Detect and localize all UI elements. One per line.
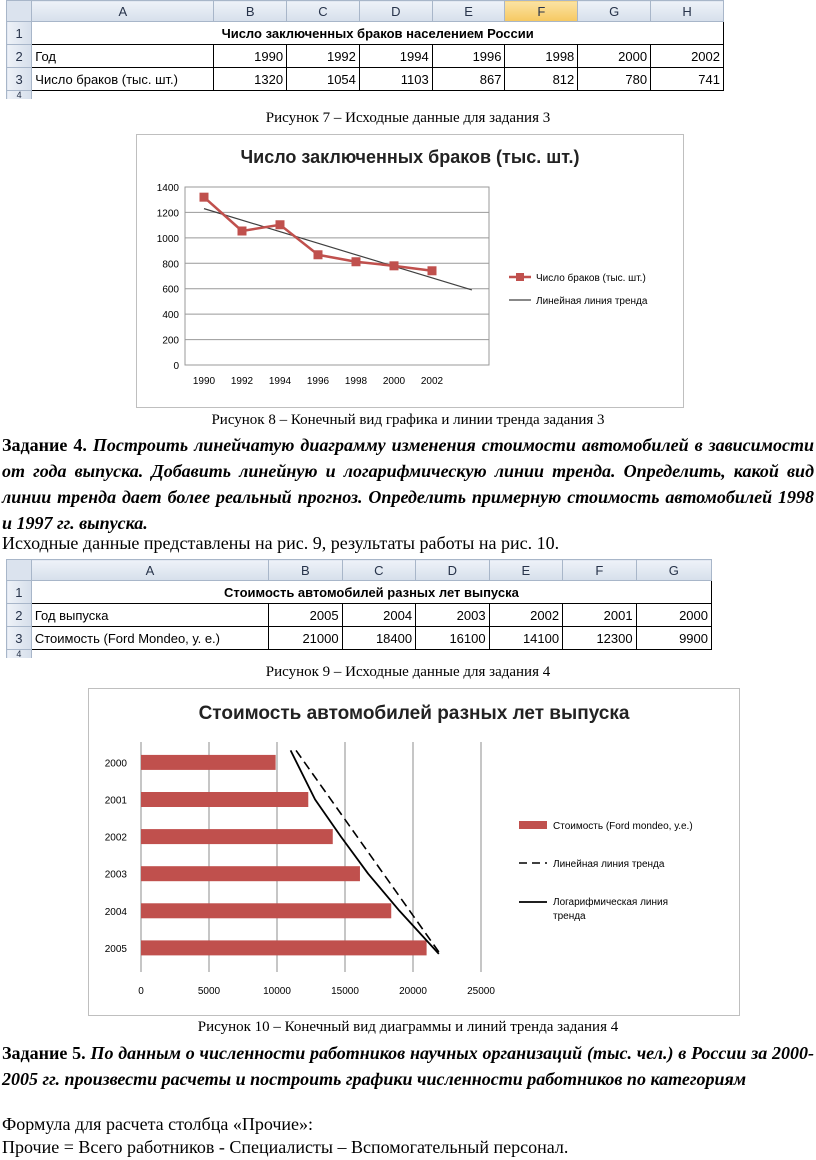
cell-year[interactable]: 2001 — [563, 604, 637, 627]
spreadsheet-car-prices — [6, 559, 712, 658]
y-tick-label: 1400 — [156, 183, 179, 194]
x-tick-label: 5000 — [197, 986, 221, 997]
col-header[interactable]: E — [432, 1, 505, 22]
empty-row — [31, 650, 711, 659]
cell-year[interactable]: 2000 — [578, 45, 651, 68]
cell-value[interactable]: 21000 — [269, 627, 343, 650]
col-header[interactable]: C — [287, 1, 360, 22]
col-header[interactable]: C — [342, 560, 416, 581]
row-number[interactable]: 2 — [7, 45, 32, 68]
cell-year[interactable]: 1998 — [505, 45, 578, 68]
row-number[interactable]: 4 — [7, 650, 32, 659]
cell-year[interactable]: 2005 — [269, 604, 343, 627]
y-tick-label: 600 — [162, 284, 179, 296]
cell-value[interactable]: 12300 — [563, 627, 637, 650]
linear-trend-line — [296, 750, 440, 953]
cell-value[interactable]: 812 — [505, 68, 578, 91]
cell-value[interactable]: 1054 — [287, 68, 360, 91]
cell-value[interactable]: 9900 — [636, 627, 711, 650]
task-5-label: Задание 5. — [2, 1043, 86, 1063]
linear-trend-line — [204, 209, 472, 290]
y-tick-label: 1200 — [156, 208, 179, 220]
x-tick-label: 1994 — [268, 376, 292, 387]
task-4-source: Исходные данные представлены на рис. 9, результаты работы на рис. 10. — [2, 533, 560, 553]
sheet-corner[interactable] — [7, 560, 32, 581]
data-point — [390, 261, 399, 270]
bar — [141, 792, 308, 807]
log-trend-line — [291, 750, 439, 953]
figure-caption-10: Рисунок 10 – Конечный вид диаграммы и линий тренда задания 4 — [197, 1019, 619, 1035]
spreadsheet-marriages — [6, 0, 724, 99]
cell-value[interactable]: 1320 — [214, 68, 287, 91]
sheet-corner[interactable] — [7, 1, 32, 22]
cell-value[interactable]: 18400 — [342, 627, 416, 650]
row-number[interactable]: 2 — [7, 604, 32, 627]
cell-value[interactable]: 741 — [651, 68, 724, 91]
legend-swatch-series — [519, 821, 547, 829]
cell-label[interactable]: Стоимость (Ford Mondeo, у. е.) — [31, 627, 268, 650]
bar — [141, 829, 333, 844]
x-tick-label: 1992 — [230, 376, 254, 387]
legend-label-log-cont: тренда — [553, 911, 586, 922]
task-5-paragraph — [2, 1040, 814, 1092]
x-tick-label: 10000 — [263, 986, 291, 997]
col-header[interactable]: B — [269, 560, 343, 581]
col-header[interactable]: E — [489, 560, 563, 581]
formula-text: Прочие = Всего работников - Специалисты – Вспомогательный персонал. — [2, 1137, 569, 1157]
x-tick-label: 2002 — [420, 376, 444, 387]
col-header[interactable]: G — [578, 1, 651, 22]
table-title-cell[interactable]: Число заключенных браков населением России — [32, 22, 724, 45]
col-header[interactable]: G — [636, 560, 711, 581]
cell-year[interactable]: 2003 — [416, 604, 490, 627]
y-tick-label: 2004 — [104, 906, 127, 918]
x-tick-label: 1996 — [306, 376, 330, 387]
chart-canvas — [89, 689, 739, 1015]
y-tick-label: 400 — [162, 310, 179, 322]
task-4-label: Задание 4. — [2, 435, 87, 455]
legend-label-trend: Линейная линия тренда — [536, 296, 648, 307]
x-tick-label: 20000 — [399, 986, 427, 997]
table-title-cell[interactable]: Стоимость автомобилей разных лет выпуска — [31, 581, 711, 604]
task-4-text: Построить линейчатую диаграмму изменения стоимости автомобилей в зависимости от года выпуска. Добавить линейную и логарифмическую линии тренда. Определить, какой вид линии тренда дает более реальный прогноз. Определить примерную стоимость автомобилей 1998 и 1997 гг. выпуска. — [2, 435, 815, 533]
x-tick-label: 25000 — [467, 986, 495, 997]
legend-label-series: Стоимость (Ford mondeo, у.е.) — [553, 821, 693, 832]
y-tick-label: 2001 — [104, 795, 127, 807]
cell-value[interactable]: 780 — [578, 68, 651, 91]
row-number[interactable]: 3 — [7, 627, 32, 650]
bar — [141, 903, 391, 918]
legend-label-log: Логарифмическая линия — [553, 897, 669, 908]
cell-year[interactable]: 1990 — [214, 45, 287, 68]
data-point — [200, 193, 209, 202]
x-tick-label: 1990 — [192, 376, 216, 387]
data-point — [238, 226, 247, 235]
cell-year[interactable]: 1994 — [359, 45, 432, 68]
legend-marker-series — [516, 273, 524, 281]
row-number[interactable]: 3 — [7, 68, 32, 91]
bar — [141, 866, 360, 881]
data-point — [276, 220, 285, 229]
chart-title: Стоимость автомобилей разных лет выпуска — [198, 703, 630, 724]
figure-caption-9: Рисунок 9 – Исходные данные для задания 4 — [265, 664, 551, 680]
row-number[interactable]: 4 — [7, 91, 32, 100]
col-header-selected[interactable]: F — [505, 1, 578, 22]
data-point — [314, 250, 323, 259]
task-4-paragraph — [2, 432, 814, 536]
row-number[interactable]: 1 — [7, 581, 32, 604]
cell-year[interactable]: 2004 — [342, 604, 416, 627]
y-tick-label: 1000 — [156, 233, 179, 245]
chart-title: Число заключенных браков (тыс. шт.) — [240, 147, 580, 167]
x-tick-label: 1998 — [344, 376, 368, 387]
cell-value[interactable]: 14100 — [489, 627, 563, 650]
y-tick-label: 800 — [162, 259, 179, 271]
plot-area — [185, 187, 489, 365]
y-tick-label: 200 — [162, 335, 179, 347]
bar — [141, 940, 427, 955]
cell-value[interactable]: 867 — [432, 68, 505, 91]
cell-label[interactable]: Год выпуска — [31, 604, 268, 627]
cell-year[interactable]: 2002 — [489, 604, 563, 627]
chart-canvas — [137, 135, 683, 407]
x-tick-label: 0 — [138, 986, 144, 997]
col-header[interactable]: F — [563, 560, 637, 581]
cell-year[interactable]: 1996 — [432, 45, 505, 68]
col-header[interactable]: A — [31, 560, 268, 581]
y-tick-label: 0 — [173, 361, 179, 372]
y-tick-label: 2005 — [104, 943, 127, 955]
legend-label-linear: Линейная линия тренда — [553, 859, 665, 870]
col-header[interactable]: H — [651, 1, 724, 22]
data-point — [352, 257, 361, 266]
figure-caption-8: Рисунок 8 – Конечный вид графика и линии тренда задания 3 — [211, 412, 605, 428]
x-tick-label: 15000 — [331, 986, 359, 997]
cell-year[interactable]: 2002 — [651, 45, 724, 68]
col-header[interactable]: A — [32, 1, 214, 22]
empty-row — [32, 91, 724, 100]
cell-label[interactable]: Число браков (тыс. шт.) — [32, 68, 214, 91]
y-tick-label: 2000 — [104, 758, 127, 770]
legend-label-series: Число браков (тыс. шт.) — [536, 273, 646, 284]
cell-year[interactable]: 2000 — [636, 604, 711, 627]
cell-value[interactable]: 16100 — [416, 627, 490, 650]
cell-value[interactable]: 1103 — [359, 68, 432, 91]
formula-label: Формула для расчета столбца «Прочие»: — [2, 1114, 314, 1134]
cell-label[interactable]: Год — [32, 45, 214, 68]
task-5-text: По данным о численности работников научных организаций (тыс. чел.) в России за 2000-2005 гг. произвести расчеты и построить графики численности работников по категориям — [2, 1043, 815, 1089]
y-tick-label: 2003 — [104, 869, 127, 881]
col-header[interactable]: D — [359, 1, 432, 22]
chart-marriages — [136, 134, 684, 408]
y-tick-label: 2002 — [104, 832, 127, 844]
figure-caption-7: Рисунок 7 – Исходные данные для задания 3 — [265, 110, 551, 126]
col-header[interactable]: B — [214, 1, 287, 22]
chart-car-prices — [88, 688, 740, 1016]
bar — [141, 755, 276, 770]
col-header[interactable]: D — [416, 560, 490, 581]
row-number[interactable]: 1 — [7, 22, 32, 45]
cell-year[interactable]: 1992 — [287, 45, 360, 68]
data-point — [428, 266, 437, 275]
x-tick-label: 2000 — [382, 376, 406, 387]
